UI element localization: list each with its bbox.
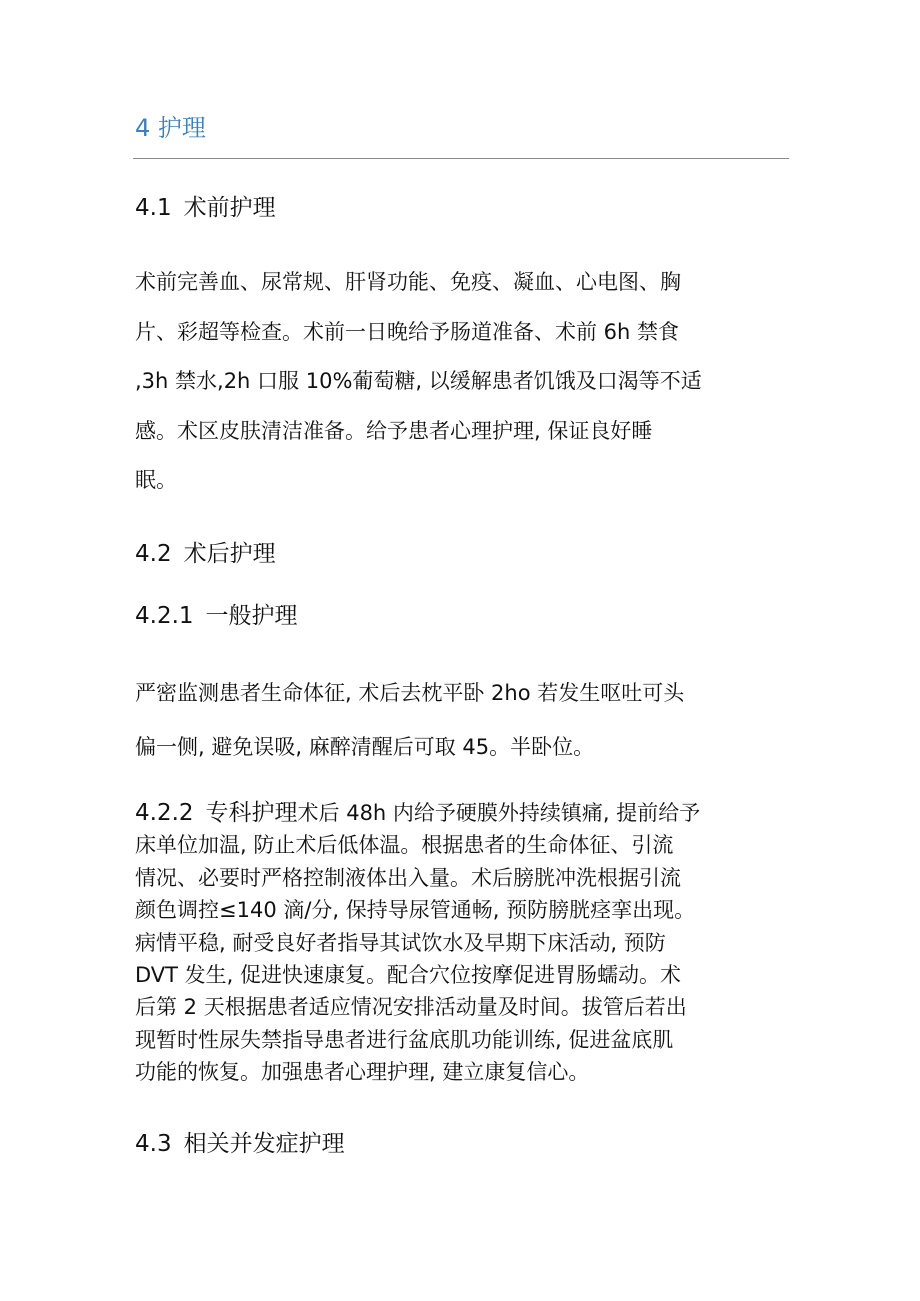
section-title: 术前护理: [183, 195, 276, 221]
paragraph-line: 功能的恢复。加强患者心理护理, 建立康复信心。: [135, 1060, 590, 1085]
paragraph-line: 现暂时性尿失禁指导患者进行盆底肌功能训练, 促进盆底肌: [135, 1027, 674, 1052]
paragraph-line: 颜色调控≤140 滴/分, 保持导尿管通畅, 预防膀胱痉挛出现。: [135, 898, 696, 923]
section-number: 4.3: [135, 1131, 172, 1157]
paragraph-preop: [135, 258, 785, 506]
chapter-title: [135, 112, 206, 144]
section-heading-4-2: [135, 538, 276, 570]
paragraph-line: 感。术区皮肤清洁准备。给予患者心理护理, 保证良好睡: [135, 418, 653, 443]
paragraph-line: ,3h 禁水,2h 口服 10%葡萄糖, 以缓解患者饥饿及口渴等不适: [135, 369, 702, 393]
paragraph-line: 术前完善血、尿常规、肝肾功能、免疫、凝血、心电图、胸: [135, 270, 681, 294]
section-number: 4.2: [135, 541, 172, 567]
chapter-number: 4: [135, 114, 151, 142]
section-heading-4-2-2: [135, 800, 298, 826]
paragraph-line: 后第 2 天根据患者适应情况安排活动量及时间。拔管后若出: [135, 995, 687, 1020]
paragraph-line: 眠。: [135, 468, 177, 492]
paragraph-line: 偏一侧, 避免误吸, 麻醉清醒后可取 45。半卧位。: [135, 735, 595, 759]
paragraph-line: 片、彩超等检查。术前一日晚给予肠道准备、术前 6h 禁食: [135, 319, 680, 344]
paragraph-general-care: [135, 666, 785, 774]
section-heading-4-3: [135, 1128, 345, 1160]
paragraph-line: 情况、必要时严格控制液体出入量。术后膀胱冲洗根据引流: [135, 865, 681, 890]
paragraph-line: DVT 发生, 促进快速康复。配合穴位按摩促进胃肠蠕动。术: [135, 962, 682, 987]
section-title: 专科护理: [205, 800, 298, 826]
section-title: 术后护理: [183, 541, 276, 567]
title-divider: [133, 158, 789, 159]
section-heading-4-2-1: [135, 600, 298, 632]
section-number: 4.2.1: [135, 603, 194, 629]
paragraph-line: 严密监测患者生命体征, 术后去枕平卧 2ho 若发生呕吐可头: [135, 681, 685, 705]
paragraph-text: 术后 48h 内给予硬膜外持续镇痛, 提前给予: [297, 801, 701, 825]
section-title: 一般护理: [205, 603, 298, 629]
paragraph-line: 床单位加温, 防止术后低体温。根据患者的生命体征、引流: [135, 833, 674, 858]
section-title: 相关并发症护理: [183, 1131, 345, 1157]
paragraph-line: 病情平稳, 耐受良好者指导其试饮水及早期下床活动, 预防: [135, 930, 666, 955]
paragraph-specialist-care: [135, 797, 785, 1089]
section-number: 4.2.2: [135, 800, 194, 826]
chapter-title-text: 护理: [157, 114, 206, 142]
paragraph-first-line: [135, 797, 785, 829]
section-heading-4-1: [135, 192, 276, 224]
section-number: 4.1: [135, 195, 172, 221]
